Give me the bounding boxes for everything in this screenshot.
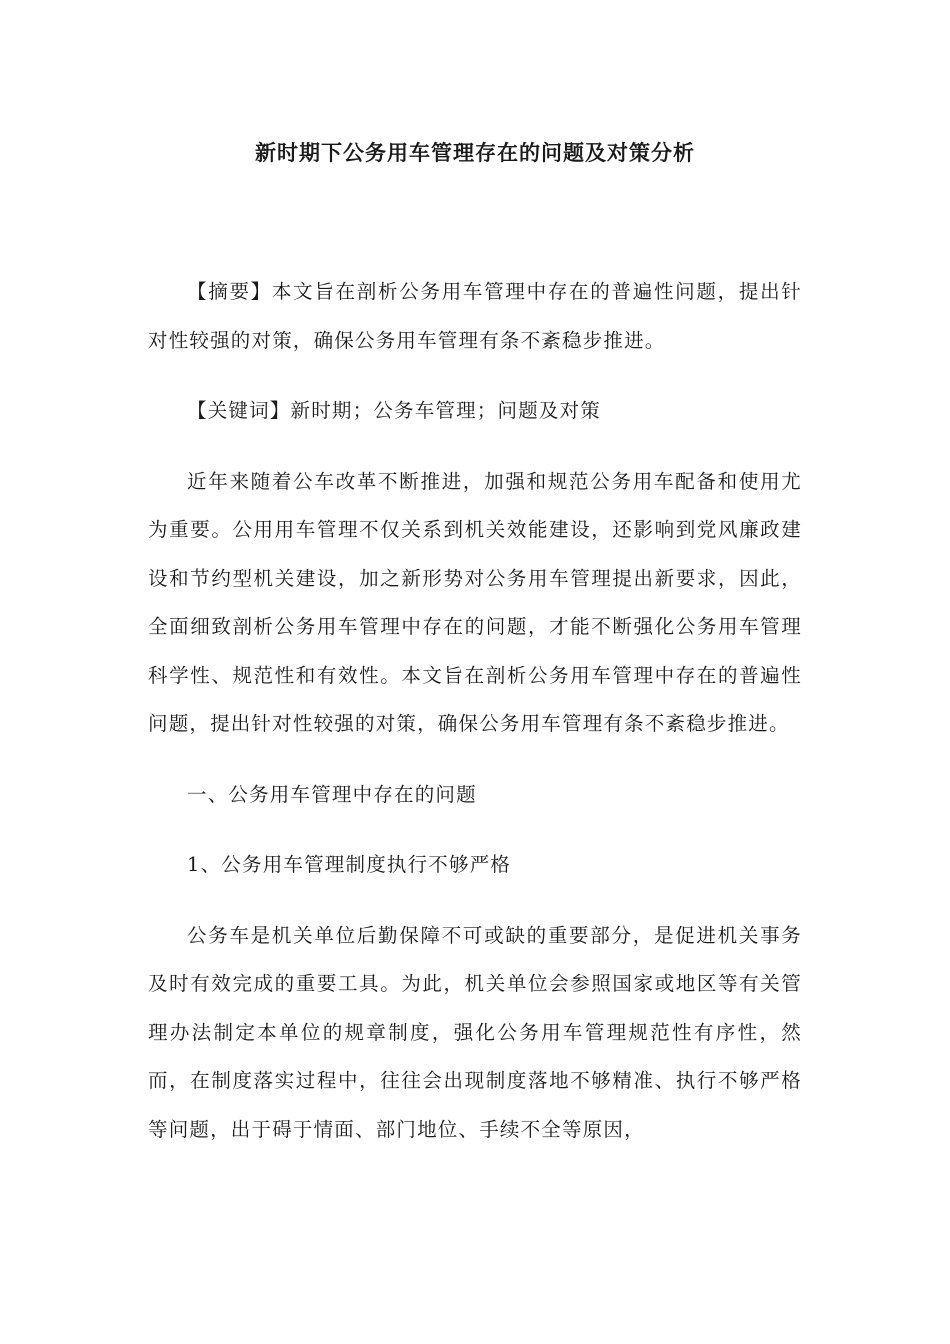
- abstract-paragraph: 【摘要】本文旨在剖析公务用车管理中存在的普遍性问题，提出针对性较强的对策，确保公务用车管理有条不紊稳步推进。: [148, 280, 802, 352]
- body-paragraph: 公务车是机关单位后勤保障不可或缺的重要部分，是促进机关事务及时有效完成的重要工具。为此，机关单位会参照国家或地区等有关管理办法制定本单位的规章制度，强化公务用车管理规范性有序性，然而，在制度落实过程中，往往会出现制度落地不够精准、执行不够严格等问题，出于碍于情面、部门地位、手续不全等原因，: [148, 923, 802, 1141]
- section-heading: 一、公务用车管理中存在的问题: [187, 782, 477, 806]
- keywords-paragraph: 【关键词】新时期；公务车管理；问题及对策: [187, 399, 602, 422]
- subsection-heading: 1、公务用车管理制度执行不够严格: [187, 853, 512, 876]
- intro-paragraph: 近年来随着公车改革不断推进，加强和规范公务用车配备和使用尤为重要。公用用车管理不仅关系到机关效能建设，还影响到党风廉政建设和节约型机关建设，加之新形势对公务用车管理提出新要求，因此，全面细致剖析公务用车管理中存在的问题，才能不断强化公务用车管理科学性、规范性和有效性。本文旨在剖析公务用车管理中存在的普遍性问题，提出针对性较强的对策，确保公务用车管理有条不紊稳步推进。: [148, 469, 802, 735]
- document-title: 新时期下公务用车管理存在的问题及对策分析: [255, 140, 695, 165]
